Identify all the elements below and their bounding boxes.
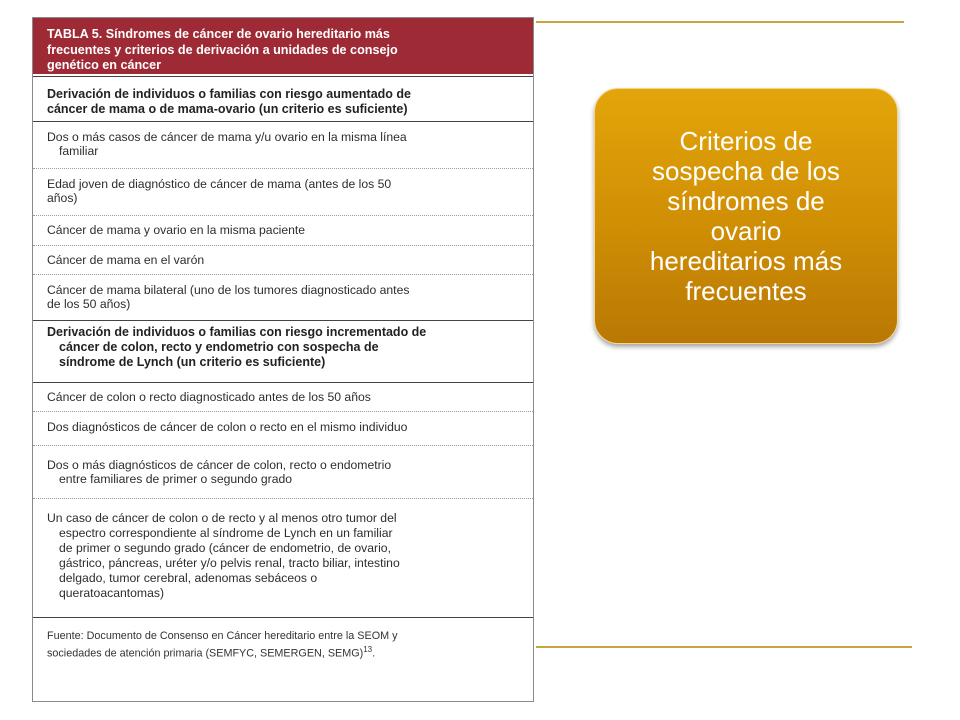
row-line: de los 50 años): [47, 297, 131, 311]
row-line: gástrico, páncreas, uréter y/o pelvis renal, tracto biliar, intestino: [59, 556, 400, 570]
callout-text: [650, 126, 842, 306]
table-source-note: [33, 617, 533, 661]
callout-line: ovario: [710, 216, 782, 246]
callout-line: sospecha de los: [652, 156, 840, 186]
callout-line: hereditarios más: [649, 246, 843, 276]
top-rule: [536, 21, 904, 23]
row-line: Edad joven de diagnóstico de cáncer de mama (antes de los 50: [47, 177, 392, 191]
row-line: espectro correspondiente al síndrome de Lynch en un familiar: [59, 526, 393, 540]
table-row: [33, 246, 533, 275]
callout-line: frecuentes: [685, 276, 807, 306]
section-heading-line: Derivación de individuos o familias con riesgo aumentado de: [47, 87, 411, 101]
section-heading-line: Derivación de individuos o familias con riesgo incrementado de: [47, 325, 427, 339]
section-heading-line: cáncer de colon, recto y endometrio con sospecha de: [59, 340, 379, 354]
source-end: .: [372, 647, 376, 660]
table-row: [33, 275, 533, 320]
section-heading-breast-ovary: [33, 76, 533, 122]
source-line: Fuente: Documento de Consenso en Cáncer hereditario entre la SEOM y: [47, 630, 398, 642]
row-line: Dos o más casos de cáncer de mama y/u ovario en la misma línea: [47, 130, 407, 144]
table-row: [33, 122, 533, 169]
callout-line: Criterios de: [679, 126, 813, 156]
table-row: [33, 169, 533, 216]
row-line: entre familiares de primer o segundo grado: [59, 472, 293, 486]
table-row: [33, 499, 533, 617]
row-line: Cáncer de mama bilateral (uno de los tumores diagnosticado antes: [47, 283, 410, 297]
row-line: familiar: [59, 144, 99, 158]
bottom-rule: [536, 646, 912, 648]
row-line: Cáncer de colon o recto diagnosticado antes de los 50 años: [47, 390, 371, 404]
row-line: Un caso de cáncer de colon o de recto y al menos otro tumor del: [47, 511, 397, 525]
table-row: [33, 216, 533, 246]
section-heading-line: cáncer de mama o de mama-ovario (un criterio es suficiente): [47, 102, 408, 116]
row-line: delgado, tumor cerebral, adenomas sebáceos o: [59, 571, 318, 585]
table-title-line: frecuentes y criterios de derivación a unidades de consejo: [47, 42, 398, 57]
criteria-callout: [594, 88, 898, 344]
row-line: queratoacantomas): [59, 586, 165, 600]
table-title-line: TABLA 5. Síndromes de cáncer de ovario hereditario más: [47, 27, 390, 41]
row-line: de primer o segundo grado (cáncer de endometrio, de ovario,: [59, 541, 391, 555]
callout-line: síndromes de: [667, 186, 825, 216]
table-title-line: genético en cáncer: [47, 58, 162, 72]
row-line: Cáncer de mama en el varón: [47, 253, 205, 267]
row-line: Cáncer de mama y ovario en la misma paciente: [47, 223, 306, 237]
source-line-wrap: [47, 643, 525, 661]
table-title: [33, 18, 533, 74]
row-line: Dos diagnósticos de cáncer de colon o recto en el mismo individuo: [47, 420, 408, 434]
table-row: [33, 446, 533, 499]
section-heading-line: síndrome de Lynch (un criterio es suficiente): [59, 355, 326, 369]
table-row: [33, 383, 533, 412]
source-reference: 13: [363, 645, 373, 654]
source-line: sociedades de atención primaria (SEMFYC, SEMERGEN, SEMG): [47, 647, 364, 660]
row-line: Dos o más diagnósticos de cáncer de colon, recto o endometrio: [47, 458, 392, 472]
criteria-table: [32, 17, 534, 702]
table-row: [33, 412, 533, 446]
section-heading-lynch: [33, 320, 533, 383]
row-line: años): [47, 191, 78, 205]
